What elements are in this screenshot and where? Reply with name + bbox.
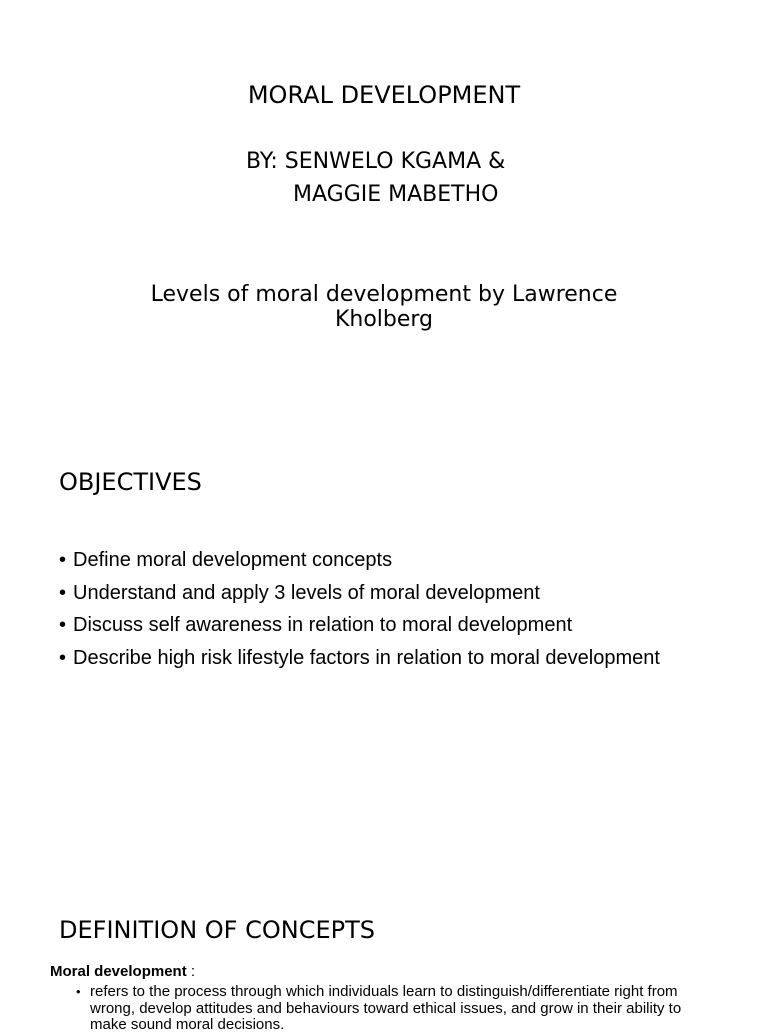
definitions-list bbox=[76, 984, 696, 1034]
objective-text: Discuss self awareness in relation to moral development bbox=[73, 614, 573, 636]
presentation-title: MORAL DEVELOPMENT bbox=[247, 81, 521, 109]
bullet-icon: • bbox=[76, 984, 81, 999]
list-item bbox=[59, 646, 719, 670]
objectives-heading: OBJECTIVES bbox=[59, 468, 202, 496]
objective-text: Describe high risk lifestyle factors in relation to moral development bbox=[73, 646, 660, 669]
objective-text: Define moral development concepts bbox=[73, 549, 393, 571]
objectives-list bbox=[59, 548, 719, 678]
bullet-icon: • bbox=[59, 581, 67, 604]
definition-term-suffix: : bbox=[186, 963, 196, 980]
list-item bbox=[59, 613, 719, 637]
objectives-slide bbox=[0, 448, 768, 896]
bullet-icon: • bbox=[59, 614, 67, 636]
definitions-heading: DEFINITION OF CONCEPTS bbox=[59, 916, 375, 944]
authors-line-1: BY: SENWELO KGAMA & bbox=[246, 149, 506, 174]
objective-text: Understand and apply 3 levels of moral development bbox=[73, 581, 540, 604]
bullet-icon: • bbox=[59, 646, 67, 669]
bullet-icon: • bbox=[59, 549, 67, 571]
title-slide bbox=[0, 0, 768, 448]
authors-line-2: MAGGIE MABETHO bbox=[293, 182, 499, 207]
list-item bbox=[76, 984, 696, 1034]
list-item bbox=[59, 581, 719, 605]
definitions-slide bbox=[0, 896, 768, 1033]
definition-term-line bbox=[50, 963, 195, 981]
presentation-subtitle: Levels of moral development by Lawrence Kholberg bbox=[150, 282, 618, 332]
list-item bbox=[59, 548, 719, 572]
definition-term: Moral development bbox=[50, 963, 187, 980]
definition-text: refers to the process through which individuals learn to distinguish/differentiate right from wrong, develop attitudes and behaviours toward ethical issues, and grow in their ability to make sound moral decisions. bbox=[90, 983, 682, 1033]
